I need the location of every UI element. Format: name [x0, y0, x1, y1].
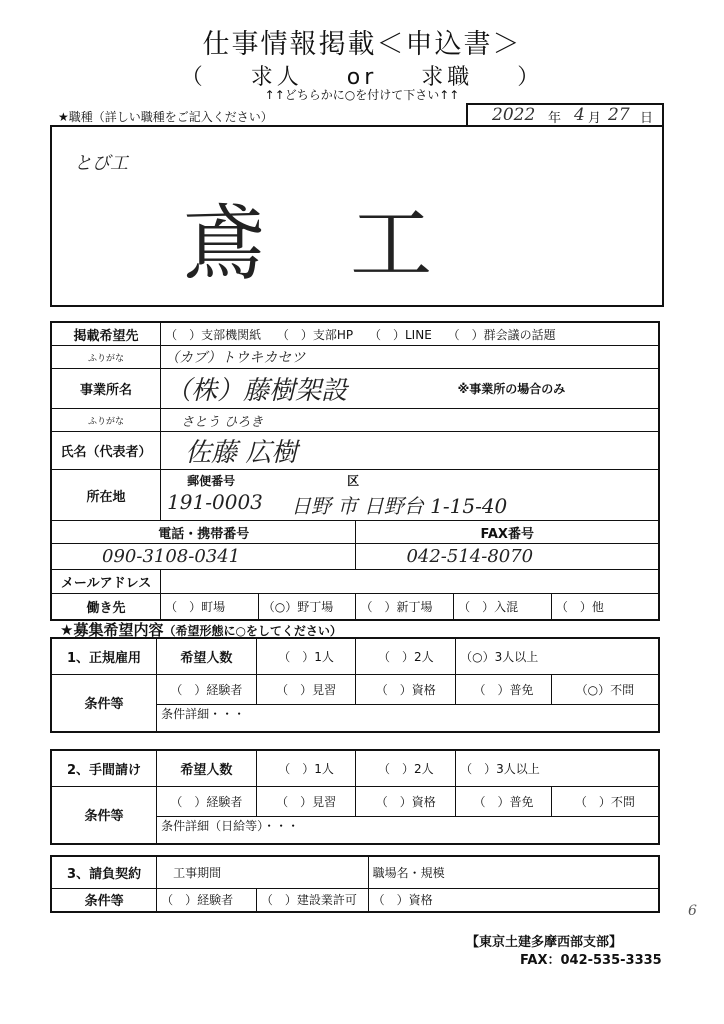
- phone-label: 電話・携帯番号: [51, 521, 356, 544]
- section2-table: [50, 749, 660, 845]
- business-furigana[interactable]: （カブ）トウキカセツ: [161, 346, 659, 369]
- workplace-option-mixed[interactable]: （ ）入混: [454, 594, 552, 620]
- section3-cond-permit[interactable]: （ ）建設業許可: [256, 888, 368, 912]
- workplace-option-other[interactable]: （ ）他: [551, 594, 659, 620]
- section1-count-3plus[interactable]: （○）3人以上: [456, 638, 659, 674]
- listing-option-bulletin[interactable]: （ ）支部機関紙: [165, 327, 262, 342]
- form-title: 仕事情報掲載＜申込書＞: [202, 29, 522, 60]
- postal-value[interactable]: 191-0003: [167, 490, 263, 514]
- footer-org: 【東京土建多摩西部支部】: [466, 935, 623, 950]
- section1-cond-apprentice[interactable]: （ ）見習: [256, 674, 356, 704]
- furigana-label-rep: ふりがな: [51, 409, 161, 432]
- section1-label: 1、正規雇用: [51, 638, 157, 674]
- email-value[interactable]: [161, 570, 659, 594]
- listing-option-meeting[interactable]: （ ）群会議の話題: [447, 327, 556, 342]
- phone-value[interactable]: 090-3108-0341: [51, 544, 356, 570]
- section3-label: 3、請負契約: [51, 856, 157, 888]
- address-value[interactable]: 日野 市 日野台 1-15-40: [291, 494, 508, 518]
- email-label: メールアドレス: [51, 570, 161, 594]
- company-info-table: [50, 321, 660, 621]
- section1-detail[interactable]: 条件詳細・・・: [157, 704, 659, 732]
- rep-furigana[interactable]: さとう ひろき: [161, 409, 659, 432]
- section2-count-label: 希望人数: [157, 750, 257, 786]
- section1-cond-driver[interactable]: （ ）普免: [456, 674, 552, 704]
- section2-count-3plus[interactable]: （ ）3人以上: [456, 750, 659, 786]
- section3-cond-experienced[interactable]: （ ）経験者: [157, 888, 257, 912]
- page-mark: 6: [688, 903, 697, 919]
- section2-cond-license[interactable]: （ ）資格: [356, 786, 456, 816]
- job-seek-option[interactable]: 求職: [421, 65, 474, 90]
- section1-count-2[interactable]: （ ）2人: [356, 638, 456, 674]
- listing-option-hp[interactable]: （ ）支部HP: [276, 327, 354, 342]
- section1-cond-license[interactable]: （ ）資格: [356, 674, 456, 704]
- job-type-box[interactable]: [50, 125, 664, 307]
- workplace-label: 働き先: [51, 594, 161, 620]
- section2-cond-label: 条件等: [51, 786, 157, 844]
- section2-cond-experienced[interactable]: （ ）経験者: [157, 786, 257, 816]
- section1-count-label: 希望人数: [157, 638, 257, 674]
- workplace-option-field[interactable]: （○）野丁場: [258, 594, 356, 620]
- section2-detail[interactable]: 条件詳細（日給等）・・・: [157, 816, 659, 844]
- furigana-label: ふりがな: [51, 346, 161, 369]
- fax-value[interactable]: 042-514-8070: [356, 544, 659, 570]
- rep-name-value[interactable]: 佐藤 広樹: [161, 432, 659, 470]
- recruit-heading: ★募集希望内容（希望形態に○をしてください）: [60, 621, 342, 639]
- rep-name-label: 氏名（代表者）: [51, 432, 161, 470]
- business-name-label: 事業所名: [51, 369, 161, 409]
- job-offer-option[interactable]: 求人: [250, 65, 303, 90]
- fax-label: FAX番号: [356, 521, 659, 544]
- section2-cond-driver[interactable]: （ ）普免: [456, 786, 552, 816]
- section2-count-2[interactable]: （ ）2人: [356, 750, 456, 786]
- section3-cond-label: 条件等: [51, 888, 157, 912]
- section3-site[interactable]: 職場名・規模: [368, 856, 659, 888]
- section3-cond-license[interactable]: （ ）資格: [368, 888, 659, 912]
- section1-cond-experienced[interactable]: （ ）経験者: [157, 674, 257, 704]
- section1-cond-label: 条件等: [51, 674, 157, 732]
- workplace-option-town[interactable]: （ ）町場: [161, 594, 259, 620]
- footer-fax: FAX：042-535-3335: [520, 953, 662, 968]
- section1-cond-any[interactable]: （○）不問: [551, 674, 659, 704]
- section2-cond-apprentice[interactable]: （ ）見習: [256, 786, 356, 816]
- job-type-label: ★職種（詳しい職種をご記入ください）: [58, 110, 273, 124]
- listing-label: 掲載希望先: [51, 322, 161, 346]
- date-year: 2022: [492, 105, 536, 125]
- circle-hint: ↑↑どちらかに○を付けて下さい↑↑: [264, 88, 460, 102]
- section3-table: [50, 855, 660, 913]
- date-field[interactable]: 2022 年 4 月 27 日: [466, 103, 664, 127]
- section1-table: [50, 637, 660, 733]
- section2-label: 2、手間請け: [51, 750, 157, 786]
- postal-label: 郵便番号: [187, 474, 236, 488]
- workplace-option-new[interactable]: （ ）新丁場: [356, 594, 454, 620]
- listing-option-line[interactable]: （ ）LINE: [369, 327, 432, 342]
- job-type-furigana: とび工: [74, 153, 128, 174]
- date-month: 4: [574, 105, 585, 125]
- ward-label: 区: [347, 474, 360, 488]
- date-day: 27: [608, 105, 630, 125]
- business-note: ※事業所の場合のみ: [454, 369, 659, 409]
- job-type-value: 鳶 工: [182, 197, 463, 292]
- job-offer-or-seek: （ 求人 or 求職 ）: [180, 65, 544, 90]
- address-label: 所在地: [51, 470, 161, 521]
- business-name-value[interactable]: （株）藤樹架設: [161, 369, 454, 409]
- section2-count-1[interactable]: （ ）1人: [256, 750, 356, 786]
- section1-count-1[interactable]: （ ）1人: [256, 638, 356, 674]
- section3-period[interactable]: 工事期間: [157, 856, 368, 888]
- section2-cond-any[interactable]: （ ）不問: [551, 786, 659, 816]
